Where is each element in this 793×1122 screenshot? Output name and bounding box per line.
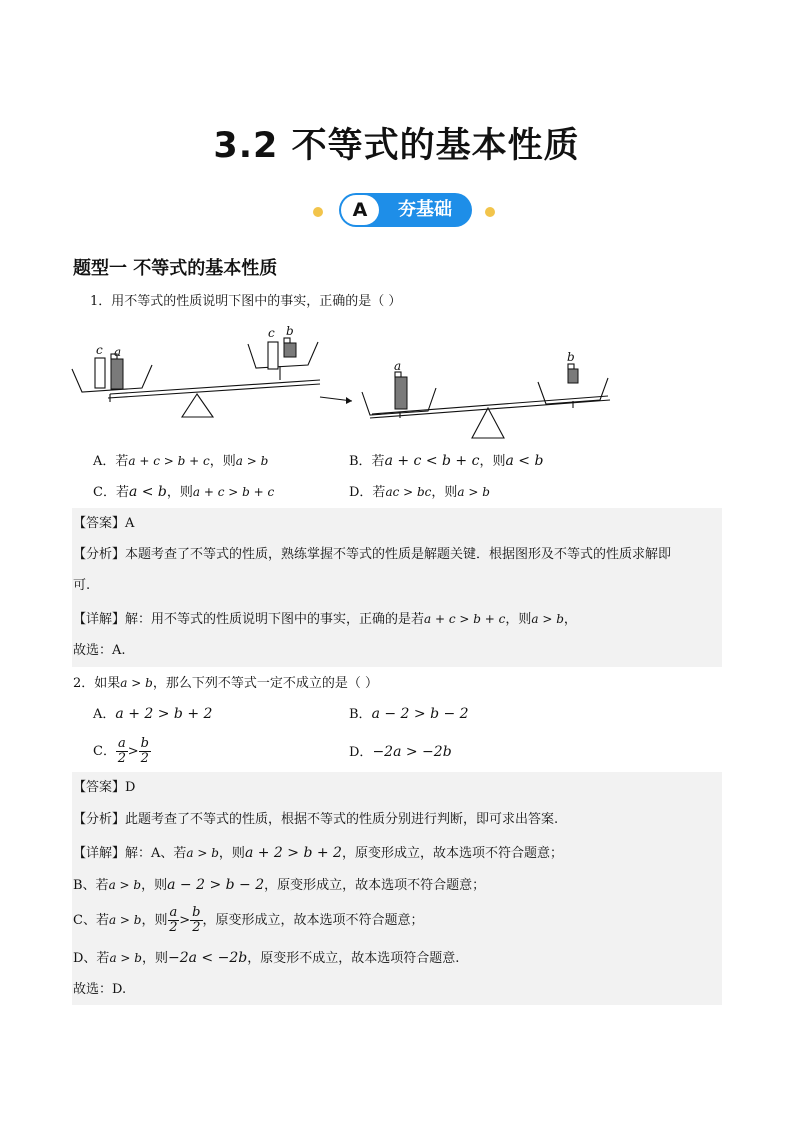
detail-math: a > b	[186, 846, 219, 860]
detail-text: ，原变形不成立，故本选项符合题意.	[247, 951, 460, 966]
detail-math: a > b	[531, 612, 564, 626]
q2-detail-c	[73, 902, 424, 939]
opt-label: B．	[349, 707, 372, 722]
detail-text: ，则	[141, 913, 168, 928]
q2-answer: 【答案】D	[73, 780, 136, 795]
opt-math: a < b	[505, 453, 544, 469]
opt-math: a > b	[457, 485, 490, 499]
balance-figure	[70, 322, 630, 444]
label-a-second: a	[394, 359, 402, 373]
q2-option-a[interactable]	[93, 704, 212, 725]
fraction	[116, 737, 128, 766]
detail-text: ，原变形成立，故本选项不符合题意；	[202, 913, 424, 928]
q2-detail-a	[73, 843, 563, 864]
label-a-left: a	[114, 345, 122, 359]
opt-operator: >	[127, 744, 139, 759]
denominator: 2	[192, 920, 201, 935]
label-b-right: b	[286, 324, 294, 338]
fraction	[190, 906, 202, 935]
opt-math: a − 2 > b − 2	[371, 706, 469, 722]
q1-stem: 1．用不等式的性质说明下图中的事实，正确的是（ ）	[90, 294, 402, 309]
detail-text: ，则	[218, 846, 245, 861]
q1-analysis-line1: 【分析】本题考查了不等式的性质，熟练掌握不等式的性质是解题关键．根据图形及不等式的性质求解即	[73, 547, 672, 562]
q2-analysis: 【分析】此题考查了不等式的性质，根据不等式的性质分别进行判断，即可求出答案.	[73, 812, 559, 827]
detail-text: ，	[563, 612, 577, 627]
opt-math: a < b	[128, 484, 167, 500]
q2-choice: 故选：D.	[73, 982, 127, 997]
detail-text: ，原变形成立，故本选项不符合题意；	[341, 846, 563, 861]
detail-math: a > b	[108, 878, 142, 892]
q1-choice: 故选：A.	[73, 643, 126, 658]
opt-math: −2a > −2b	[372, 744, 452, 760]
detail-text: 【详解】解：用不等式的性质说明下图中的事实，正确的是若	[73, 612, 425, 627]
q1-option-b[interactable]	[349, 451, 543, 472]
detail-math: a + 2 > b + 2	[244, 845, 342, 861]
opt-math: a > b	[235, 454, 269, 468]
label-c-left: c	[96, 343, 103, 357]
detail-math: a − 2 > b − 2	[167, 877, 265, 893]
numerator: a	[117, 736, 126, 751]
opt-math: a + c < b + c	[384, 453, 480, 469]
q1-answer: 【答案】A	[73, 516, 135, 531]
opt-math: a + 2 > b + 2	[115, 706, 213, 722]
detail-math: −2a < −2b	[167, 950, 248, 966]
stem-text: 2．如果	[73, 676, 121, 691]
detail-text: 【详解】解：A、若	[73, 846, 187, 861]
q1-option-c[interactable]	[93, 482, 274, 503]
opt-mid: ，则	[209, 454, 236, 469]
numerator: a	[169, 905, 178, 920]
opt-prefix: B．若	[349, 454, 385, 469]
opt-prefix: C．若	[93, 485, 129, 500]
q2-option-b[interactable]	[349, 704, 469, 725]
detail-text: ，则	[141, 878, 168, 893]
detail-text: C、若	[73, 913, 109, 928]
opt-prefix: A．若	[93, 454, 129, 469]
detail-math: a > b	[108, 913, 142, 927]
label-c-right: c	[268, 326, 275, 340]
detail-math: a + c > b + c	[424, 612, 506, 626]
numerator: b	[140, 736, 149, 751]
banner-letter: A	[341, 195, 379, 225]
opt-label: D．	[349, 745, 373, 760]
q1-detail	[73, 609, 577, 630]
q1-analysis-line2: 可.	[73, 578, 91, 593]
detail-text: ，则	[141, 951, 168, 966]
detail-text: ，则	[505, 612, 532, 627]
opt-math: ac > bc	[385, 485, 432, 499]
q2-stem	[73, 673, 378, 694]
opt-math: a + c > b + c	[128, 454, 210, 468]
stem-math: a > b	[120, 676, 153, 690]
q2-option-d[interactable]	[349, 742, 452, 763]
fraction	[168, 906, 180, 935]
section-title: 题型一 不等式的基本性质	[73, 258, 278, 279]
q1-option-a[interactable]	[93, 451, 268, 472]
q1-solution-box	[72, 508, 722, 667]
opt-mid: ，则	[479, 454, 506, 469]
detail-text: ，原变形成立，故本选项不符合题意；	[264, 878, 486, 893]
denominator: 2	[117, 751, 126, 766]
detail-operator: >	[179, 913, 191, 928]
detail-math: a > b	[109, 951, 142, 965]
opt-mid: ，则	[431, 485, 458, 500]
opt-label: A．	[93, 707, 116, 722]
opt-label: C．	[93, 744, 116, 759]
opt-math: a + c > b + c	[192, 485, 275, 499]
numerator: b	[192, 905, 201, 920]
denominator: 2	[140, 751, 149, 766]
stem-text: ，那么下列不等式一定不成立的是（ ）	[152, 676, 378, 691]
q2-option-c[interactable]	[93, 734, 151, 770]
label-b-second: b	[567, 350, 575, 364]
q2-detail-b	[73, 875, 485, 896]
opt-mid: ，则	[166, 485, 193, 500]
q1-option-d[interactable]	[349, 482, 490, 503]
detail-text: D、若	[73, 951, 110, 966]
banner-label: 夯基础	[398, 199, 452, 220]
page-title: 3.2 不等式的基本性质	[213, 126, 580, 166]
q2-detail-d	[73, 948, 459, 969]
denominator: 2	[169, 920, 178, 935]
opt-prefix: D．若	[349, 485, 386, 500]
fraction	[139, 737, 151, 766]
detail-text: B、若	[73, 878, 109, 893]
